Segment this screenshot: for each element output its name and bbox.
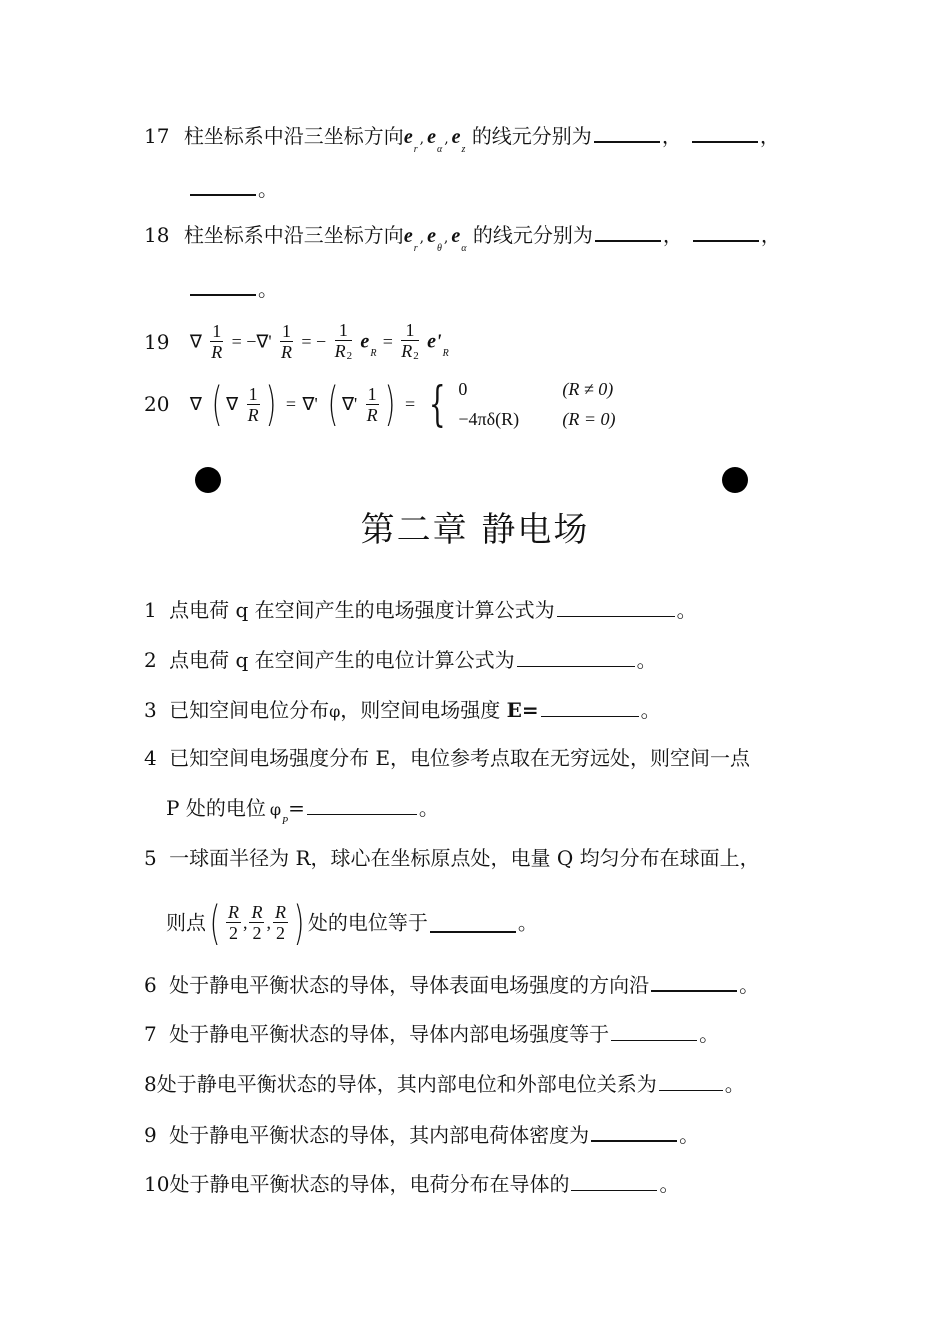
question-17: 17 柱坐标系中沿三坐标方向$e_r$, $e_\alpha$, $e_z$ 的线元分别为 ， ， <box>144 124 780 155</box>
answer-blank[interactable] <box>692 123 758 143</box>
fraction: $\frac{1}{R}$ <box>281 321 293 362</box>
question-18: 18 柱坐标系中沿三坐标方向$e_r$, $e_\theta$, $e_\alpha$ 的线元分别为 ， ， <box>144 223 781 254</box>
subscript: r <box>413 144 418 155</box>
unit-vector: e <box>427 225 436 247</box>
question-17-cont: 。 <box>188 176 278 201</box>
unit-vector: e <box>360 330 370 353</box>
subscript: θ <box>436 243 442 254</box>
answer-blank[interactable] <box>571 1172 657 1191</box>
piecewise-cases: 0 (R ≠ 0) −4πδ(R) (R = 0) <box>458 379 616 429</box>
answer-blank[interactable] <box>595 222 661 242</box>
answer-blank[interactable] <box>557 598 675 617</box>
subscript: r <box>413 243 418 254</box>
chapter-title: 第二章 静电场 <box>360 510 590 550</box>
question-4-cont: P 处的电位 $\varphi_P=$ 。 <box>166 796 439 827</box>
subscript: z <box>461 144 466 155</box>
answer-blank[interactable] <box>307 796 417 815</box>
question-number: 18 <box>144 223 170 247</box>
question-number: 17 <box>144 124 170 148</box>
unit-vector: e <box>451 225 461 247</box>
decorative-bullet-right <box>722 467 748 493</box>
subscript: α <box>436 144 443 155</box>
answer-blank[interactable] <box>594 123 660 143</box>
nabla-symbol: ∇ <box>189 394 202 414</box>
unit-vector: e <box>451 126 461 148</box>
question-6: 6 处于静电平衡状态的导体，导体表面电场强度的方向沿 。 <box>144 973 760 997</box>
unit-vector: e <box>427 126 436 148</box>
question-number: 20 <box>144 392 170 416</box>
question-20-formula: 20 ∇ ( ∇ $\frac{1}{R}$ ) = ∇' ( ∇' $\frac{1}{R}$ ) = { 0 (R ≠ 0) −4πδ(R) (R = 0) <box>144 376 616 432</box>
question-5-cont: 则点( $\frac{R}{2}$ , $\frac{R}{2}$ , $\frac{R}{2}$ ) 处的电位等于 。 <box>166 895 538 950</box>
answer-blank[interactable] <box>651 972 737 992</box>
fraction: $\frac{1}{R2}$ <box>334 319 353 362</box>
subscript: α <box>461 243 467 254</box>
answer-blank[interactable] <box>659 1072 723 1091</box>
answer-blank[interactable] <box>190 276 256 296</box>
question-suffix: 的线元分别为 <box>472 223 593 247</box>
question-9: 9 处于静电平衡状态的导体，其内部电荷体密度为 。 <box>144 1123 700 1147</box>
answer-blank[interactable] <box>541 698 639 717</box>
question-8: 8处于静电平衡状态的导体，其内部电位和外部电位关系为 。 <box>144 1072 745 1096</box>
answer-blank[interactable] <box>190 176 256 196</box>
question-3: 3 已知空间电位分布φ，则空间电场强度 E= 。 <box>144 698 661 722</box>
fraction: $\frac{R}{2}$ <box>227 902 239 943</box>
answer-blank[interactable] <box>611 1022 697 1041</box>
question-18-cont: 。 <box>188 276 278 301</box>
decorative-bullet-left <box>195 467 221 493</box>
answer-blank[interactable] <box>430 913 516 933</box>
question-4: 4 已知空间电场强度分布 E，电位参考点取在无穷远处，则空间一点 <box>144 746 751 770</box>
unit-vector: e' <box>427 330 442 353</box>
nabla-symbol: ∇ <box>189 331 202 352</box>
question-1: 1 点电荷 q 在空间产生的电场强度计算公式为 。 <box>144 598 697 622</box>
answer-blank[interactable] <box>591 1122 677 1142</box>
question-text: 柱坐标系中沿三坐标方向 <box>183 223 404 247</box>
question-text: 柱坐标系中沿三坐标方向 <box>183 124 404 148</box>
fraction: $\frac{1}{R}$ <box>211 321 223 362</box>
question-10: 10处于静电平衡状态的导体，电荷分布在导体的 。 <box>144 1172 680 1196</box>
question-19-formula: 19 ∇ $\frac{1}{R}$ = −∇' $\frac{1}{R}$ = − $\frac{1}{R2}$ $e_R$ = $\frac{1}{R2}$ $e'_R$ <box>144 319 449 362</box>
fraction: $\frac{R}{2}$ <box>251 902 263 943</box>
unit-vector: e <box>403 126 413 148</box>
question-number: 19 <box>144 329 170 354</box>
question-2: 2 点电荷 q 在空间产生的电位计算公式为 。 <box>144 648 657 672</box>
fraction: $\frac{1}{R}$ <box>247 383 259 425</box>
question-5: 5 一球面半径为 R，球心在坐标原点处，电量 Q 均匀分布在球面上， <box>144 846 760 870</box>
answer-blank[interactable] <box>693 222 759 242</box>
fraction: $\frac{1}{R2}$ <box>401 319 419 362</box>
question-7: 7 处于静电平衡状态的导体，导体内部电场强度等于 。 <box>144 1022 720 1046</box>
fraction: $\frac{R}{2}$ <box>274 902 286 943</box>
unit-vector: e <box>403 225 413 247</box>
question-suffix: 的线元分别为 <box>471 124 592 148</box>
fraction: $\frac{1}{R}$ <box>366 383 378 425</box>
answer-blank[interactable] <box>517 648 635 667</box>
